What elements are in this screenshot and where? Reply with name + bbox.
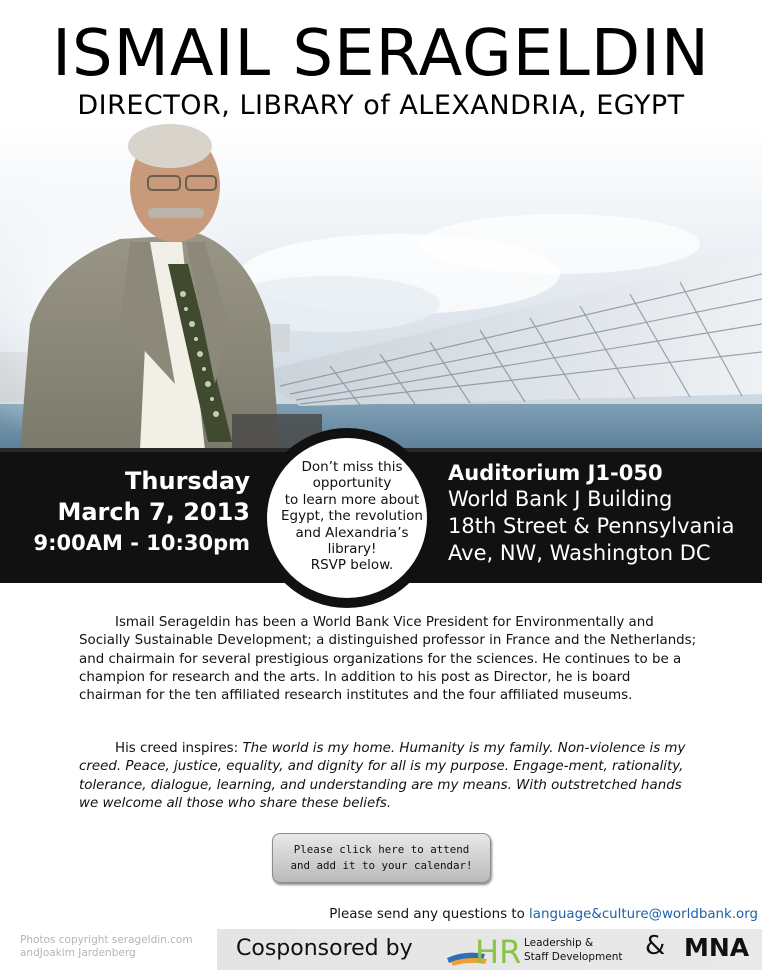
callout-line: to learn more about — [284, 491, 420, 508]
callout-line: RSVP below. — [310, 557, 394, 574]
creed-paragraph — [79, 740, 697, 813]
hr-unit-line: Leadership & — [524, 937, 594, 949]
hero-illustration — [0, 124, 762, 450]
event-address-line: World Bank J Building — [448, 487, 673, 511]
contact-line — [329, 907, 758, 922]
hr-logo-text: HR — [475, 933, 521, 968]
callout-line: and Alexandria’s — [295, 524, 409, 541]
contact-email-link[interactable]: language&culture@worldbank.org — [529, 907, 758, 922]
creed-quote: The world is my home. Humanity is my family. Non-violence is my creed. Peace, justice, equality, and dignity for all is my purpose. Engage-ment, rationality, tolerance, dialogue, learning, and understanding are my means. With outstretched hands we welcome all those who share these beliefs. — [79, 741, 686, 811]
callout-line: Don’t miss this — [301, 459, 403, 475]
callout-line: Egypt, the revolution — [281, 508, 423, 525]
page-subtitle: DIRECTOR, LIBRARY of ALEXANDRIA, EGYPT — [77, 90, 685, 121]
rsvp-label-line: and add it to your calendar! — [290, 859, 473, 872]
hr-unit-label — [524, 936, 622, 964]
event-address-line: 18th Street & Pennsylvania — [448, 514, 735, 538]
callout-line: opportunity — [312, 475, 392, 492]
cosponsored-label: Cosponsored by — [236, 936, 413, 961]
event-date: March 7, 2013 — [57, 498, 250, 526]
rsvp-label-line: Please click here to attend — [293, 843, 470, 856]
sponsor-ampersand: & — [645, 931, 666, 961]
photo-credit-line: andJoakim Jardenberg — [20, 947, 136, 959]
hero-photo — [0, 124, 762, 450]
photo-credit — [20, 934, 220, 960]
contact-prefix: Please send any questions to — [329, 907, 530, 922]
page-title: ISMAIL SERAGELDIN — [52, 17, 710, 91]
rsvp-calendar-button[interactable] — [272, 833, 491, 883]
callout-text — [270, 459, 434, 574]
bio-section — [79, 614, 697, 705]
event-day: Thursday — [125, 467, 250, 495]
photo-credit-line: Photos copyright serageldin.com — [20, 934, 193, 946]
bio-paragraph: Ismail Serageldin has been a World Bank Vice President for Environmentally and Socially Sustainable Development; a distinguished professor in France and the Netherlands; and chairmain for several prestigious organizations for the sciences. He continues to be a champion for research and the arts. In addition to his post as Director, he is board chairman for the ten affiliated research institutes and the four affiliated museums. — [79, 615, 697, 704]
callout-line: library! — [327, 541, 377, 558]
event-address-line: Ave, NW, Washington DC — [448, 541, 711, 565]
creed-intro: His creed inspires: — [115, 741, 243, 756]
hr-unit-line: Staff Development — [524, 951, 623, 963]
hr-logo-graphic — [445, 932, 521, 968]
hr-logo — [445, 932, 521, 972]
creed-section — [79, 740, 697, 813]
mna-label: MNA — [684, 933, 750, 962]
event-time: 9:00AM - 10:30pm — [33, 531, 250, 555]
event-location-block — [448, 460, 734, 567]
event-date-block — [34, 466, 250, 558]
event-room: Auditorium J1-050 — [448, 461, 663, 485]
